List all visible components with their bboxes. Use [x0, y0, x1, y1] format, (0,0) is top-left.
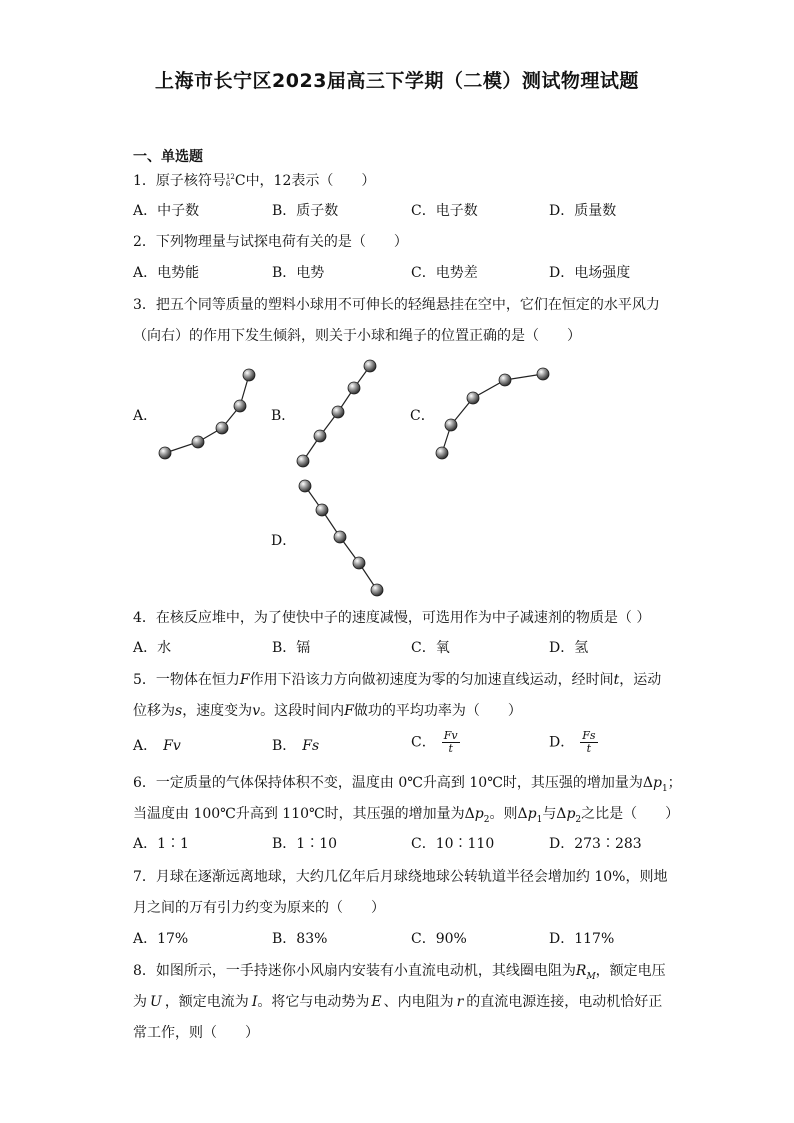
option-c[interactable]: C．电子数	[411, 203, 478, 219]
string-line	[442, 374, 543, 453]
option-d[interactable]: D．质量数	[549, 203, 617, 219]
question-5-line-2: 位移为s，速度变为v。这段时间内F做功的平均功率为（ ）	[133, 703, 522, 719]
plastic-ball-4	[192, 436, 204, 448]
plastic-ball-5	[371, 584, 383, 596]
option-c[interactable]: C．氧	[411, 640, 450, 656]
question-7-line-1: 7．月球在逐渐远离地球，大约几亿年后月球绕地球公转轨道半径会增加约 10%，则地	[133, 869, 668, 885]
question-7-options	[133, 929, 693, 949]
question-6-line-1: 6．一定质量的气体保持体积不变，温度由 0℃升高到 10℃时，其压强的增加量为$\Delta p_1$；	[133, 775, 682, 794]
question-5-options	[133, 729, 693, 762]
question-2-stem: 2．下列物理量与试探电荷有关的是（ ）	[133, 234, 408, 250]
plastic-ball-4	[353, 557, 365, 569]
plastic-ball-2	[499, 374, 511, 386]
option-c-label[interactable]: C．	[410, 408, 435, 424]
plastic-ball-3	[334, 531, 346, 543]
option-b[interactable]: B．1∶10	[272, 836, 338, 852]
option-d[interactable]: D．氢	[549, 640, 589, 656]
option-d[interactable]: D．273∶283	[549, 836, 642, 852]
plastic-ball-1	[243, 369, 255, 381]
question-4-stem: 4．在核反应堆中，为了使快中子的速度减慢，可选用作为中子减速剂的物质是（ ）	[133, 610, 651, 626]
question-4-options	[133, 638, 693, 658]
question-7-line-2: 月之间的万有引力约变为原来的（ ）	[133, 900, 385, 916]
fraction: $\frac{Fv}{t}$	[443, 729, 458, 755]
page-title: 上海市长宁区2023届高三下学期（二模）测试物理试题	[155, 70, 639, 92]
option-a[interactable]: A．17%	[133, 931, 189, 947]
option-c[interactable]: C．90%	[411, 931, 467, 947]
question-6-options	[133, 834, 693, 854]
question-6-line-2: 当温度由 100℃升高到 110℃时，其压强的增加量为$\Delta p_2$。则$\Delta p_1$与$\Delta p_2$之比是（ ）	[133, 806, 680, 825]
option-d-figure[interactable]	[299, 480, 383, 596]
option-c-figure[interactable]	[436, 368, 549, 459]
option-a[interactable]: A．电势能	[133, 265, 200, 281]
question-3-line-2: （向右）的作用下发生倾斜，则关于小球和绳子的位置正确的是（ ）	[133, 328, 581, 344]
isotope-notation: 12 6	[225, 173, 235, 188]
plastic-ball-3	[467, 392, 479, 404]
option-b[interactable]: B．镉	[272, 640, 311, 656]
plastic-ball-4	[314, 430, 326, 442]
option-a[interactable]: A．水	[133, 640, 172, 656]
option-b-figure[interactable]	[297, 360, 376, 467]
option-a-label[interactable]: A．	[133, 408, 158, 424]
plastic-ball-4	[445, 419, 457, 431]
plastic-ball-3	[216, 422, 228, 434]
option-c[interactable]: C． $\frac{Fv}{t}$	[411, 729, 458, 755]
plastic-ball-3	[332, 406, 344, 418]
option-d-label[interactable]: D．	[271, 533, 297, 549]
option-d[interactable]: D．电场强度	[549, 265, 631, 281]
question-1-stem: 1．原子核符号 12 6 C中，12表示（ ）	[133, 173, 376, 189]
string-line	[165, 375, 249, 453]
option-d[interactable]: D． $\frac{Fs}{t}$	[549, 729, 596, 755]
plastic-ball-2	[348, 382, 360, 394]
question-8-line-1: 8．如图所示，一手持迷你小风扇内安装有小直流电动机，其线圈电阻为$R_M$，额定电压	[133, 963, 666, 982]
option-b[interactable]: B．质子数	[272, 203, 339, 219]
question-5-line-1: 5．一物体在恒力F作用下沿该力方向做初速度为零的匀加速直线运动，经时间t，运动	[133, 672, 662, 688]
option-a-figure[interactable]	[159, 369, 255, 459]
plastic-ball-1	[299, 480, 311, 492]
fraction: $\frac{Fs}{t}$	[582, 729, 596, 755]
option-d[interactable]: D．117%	[549, 931, 615, 947]
plastic-ball-5	[159, 447, 171, 459]
option-a[interactable]: A．1∶1	[133, 836, 189, 852]
plastic-ball-2	[316, 504, 328, 516]
question-8-line-2: 为 U ，额定电流为 I。将它与电动势为 E 、内电阻为 r 的直流电源连接，电动机恰好正	[133, 994, 663, 1010]
option-a[interactable]: A． Fv	[133, 738, 181, 754]
option-a[interactable]: A．中子数	[133, 203, 200, 219]
option-c[interactable]: C．电势差	[411, 265, 478, 281]
option-c[interactable]: C．10∶110	[411, 836, 495, 852]
question-8-line-3: 常工作，则（ ）	[133, 1025, 259, 1041]
plastic-ball-1	[537, 368, 549, 380]
plastic-ball-5	[297, 455, 309, 467]
option-b[interactable]: B．电势	[272, 265, 325, 281]
option-b[interactable]: B． Fs	[272, 738, 320, 754]
plastic-ball-1	[364, 360, 376, 372]
option-b-label[interactable]: B．	[271, 408, 296, 424]
option-b[interactable]: B．83%	[272, 931, 328, 947]
plastic-ball-2	[234, 400, 246, 412]
section-heading: 一、单选题	[133, 149, 203, 165]
plastic-ball-5	[436, 447, 448, 459]
question-3-line-1: 3．把五个同等质量的塑料小球用不可伸长的轻绳悬挂在空中，它们在恒定的水平风力	[133, 297, 660, 313]
